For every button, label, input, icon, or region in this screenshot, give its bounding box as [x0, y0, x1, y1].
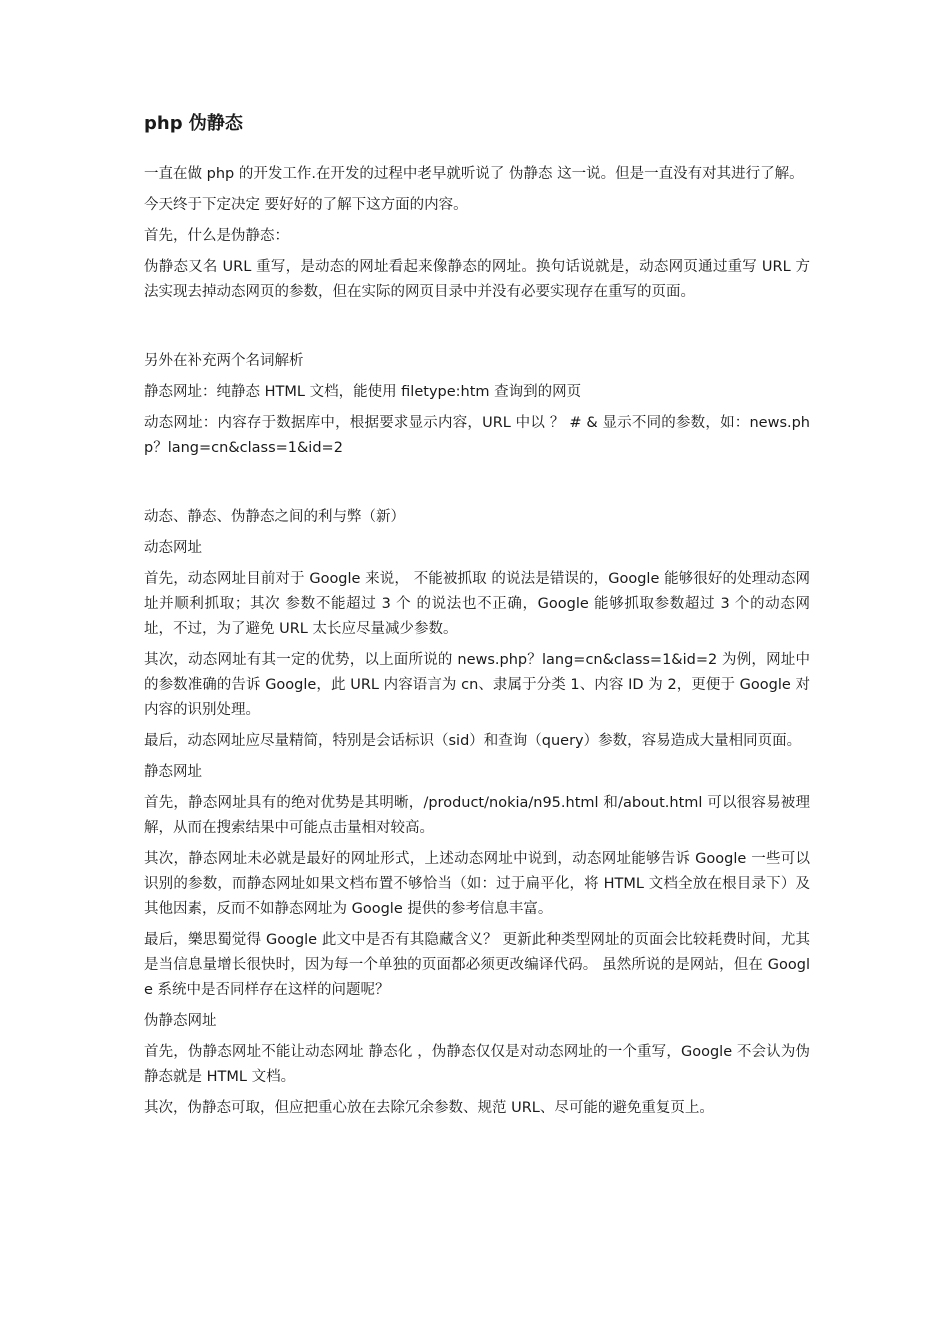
question-paragraph: 首先，什么是伪静态： [144, 228, 289, 244]
pseudo-static-point-2: 其次，伪静态可取，但应把重心放在去除冗余参数、规范 URL、尽可能的避免重复页上。 [144, 1100, 714, 1116]
static-url-definition: 静态网址：纯静态 HTML 文档，能使用 filetype:htm 查询到的网页 [144, 384, 582, 400]
comparison-heading: 动态、静态、伪静态之间的利与弊（新） [144, 509, 405, 525]
static-point-3: 最后，樂思蜀觉得 Google 此文中是否有其隐藏含义？ 更新此种类型网址的页面会比较耗费时间，尤其是当信息量增长很快时，因为每一个单独的页面都必须更改编译代码。 虽然所说的是网站，但在 Google 系统中是否同样存在这样的问题呢？ [144, 932, 810, 998]
static-point-2: 其次，静态网址未必就是最好的网址形式，上述动态网址中说到，动态网址能够告诉 Google 一些可以识别的参数，而静态网址如果文档布置不够恰当（如：过于扁平化，将 HTML 文档全放在根目录下）及其他因素，反而不如静态网址为 Google 提供的参考信息丰富。 [144, 851, 810, 917]
pseudo-static-point-1: 首先，伪静态网址不能让动态网址 静态化 ，伪静态仅仅是对动态网址的一个重写，Google 不会认为伪静态就是 HTML 文档。 [144, 1044, 810, 1085]
decision-paragraph: 今天终于下定决定 要好好的了解下这方面的内容。 [144, 197, 468, 213]
static-url-heading: 静态网址 [144, 764, 202, 780]
section-spacer [144, 467, 810, 505]
section-spacer [144, 311, 810, 349]
dynamic-url-definition: 动态网址：内容存于数据库中，根据要求显示内容，URL 中以 ？ # & 显示不同的参数，如：news.php？lang=cn&class=1&id=2 [144, 415, 810, 456]
dynamic-point-2: 其次，动态网址有其一定的优势，以上面所说的 news.php？lang=cn&class=1&id=2 为例，网址中的参数准确的告诉 Google，此 URL 内容语言为 cn、隶属于分类 1、内容 ID 为 2，更便于 Google 对内容的识别处理。 [144, 652, 810, 718]
document-page [144, 110, 810, 1127]
supplement-heading: 另外在补充两个名词解析 [144, 353, 304, 369]
definition-paragraph: 伪静态又名 URL 重写，是动态的网址看起来像静态的网址。换句话说就是，动态网页通过重写 URL 方法实现去掉动态网页的参数，但在实际的网页目录中并没有必要实现存在重写的页面。 [144, 259, 810, 300]
static-point-1: 首先，静态网址具有的绝对优势是其明晰，/product/nokia/n95.html 和/about.html 可以很容易被理解，从而在搜索结果中可能点击量相对较高。 [144, 795, 810, 836]
dynamic-url-heading: 动态网址 [144, 540, 202, 556]
dynamic-point-3: 最后，动态网址应尽量精简，特别是会话标识（sid）和查询（query）参数，容易造成大量相同页面。 [144, 733, 802, 749]
pseudo-static-heading: 伪静态网址 [144, 1013, 217, 1029]
dynamic-point-1: 首先，动态网址目前对于 Google 来说， 不能被抓取 的说法是错误的，Google 能够很好的处理动态网址并顺利抓取；其次 参数不能超过 3 个 的说法也不正确，Google 能够抓取参数超过 3 个的动态网址，不过，为了避免 URL 太长应尽量减少参数。 [144, 571, 810, 637]
intro-paragraph: 一直在做 php 的开发工作.在开发的过程中老早就听说了 伪静态 这一说。但是一直没有对其进行了解。 [144, 166, 804, 182]
document-title: php 伪静态 [144, 113, 243, 134]
